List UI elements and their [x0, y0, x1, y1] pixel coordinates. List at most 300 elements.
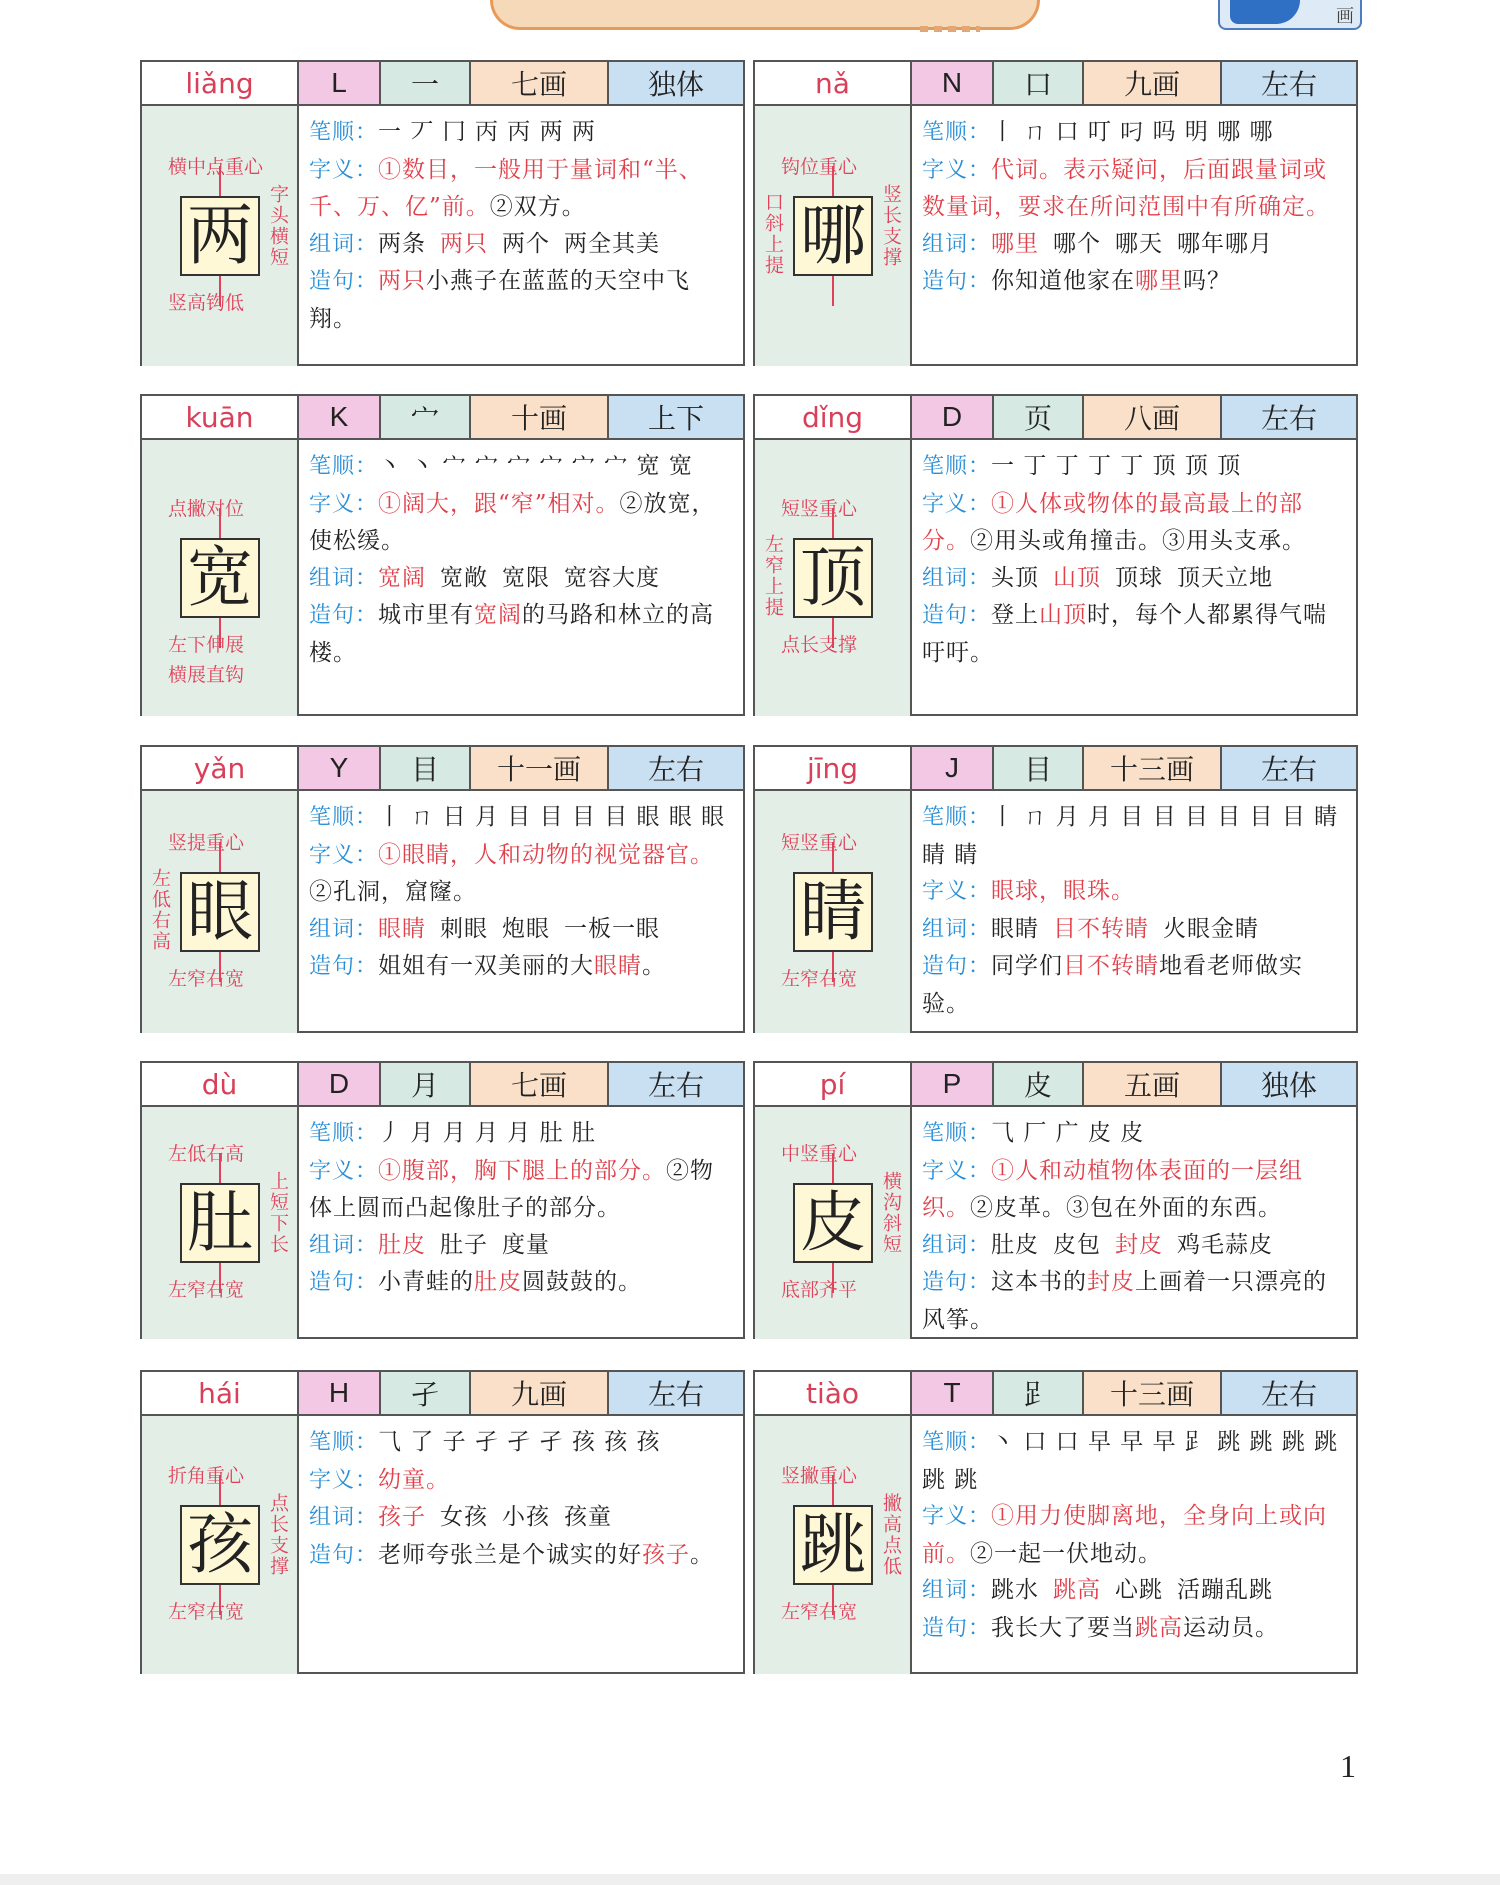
pinyin-cell: nǎ [755, 62, 912, 104]
word-example: 女孩 [440, 1504, 489, 1530]
word-examples [309, 226, 737, 264]
character-card [140, 1061, 745, 1339]
pinyin-cell: hái [142, 1372, 299, 1414]
stroke-order [309, 448, 737, 486]
example-sentence [309, 948, 737, 986]
definition-panel [912, 1416, 1356, 1674]
sentence-part: 时，每个人都累得气喘吁吁。 [922, 602, 1328, 666]
radical-cell: 𧾷 [994, 1372, 1084, 1414]
annotation-top: 左低右高 [168, 1143, 245, 1165]
sentence-part: 圆鼓鼓的。 [522, 1269, 643, 1295]
card-header [755, 1063, 1356, 1107]
radical-cell: 目 [381, 747, 471, 789]
sentence-part: 同学们 [991, 953, 1064, 979]
word-example: 眼睛 [378, 915, 427, 942]
example-sentence-label: 造句： [309, 1270, 379, 1295]
annotation-bottom: 左窄右宽 [781, 1601, 858, 1623]
word-example: 孩童 [564, 1504, 613, 1530]
meaning-label: 字义： [922, 1504, 992, 1529]
meaning-label: 字义： [309, 1467, 379, 1493]
example-sentence-label: 造句： [922, 954, 992, 979]
word-example: 肚子 [440, 1231, 489, 1258]
character-panel [755, 791, 912, 1033]
sentence-part: 哪里 [1135, 268, 1184, 294]
example-sentence [922, 1264, 1350, 1338]
stroke-order-sequence: 丨 ㄇ 口 叮 叼 吗 明 哪 哪 [991, 119, 1274, 145]
initial-letter-cell: K [299, 396, 381, 438]
sentence-part: 宽阔 [474, 602, 523, 628]
character-box: 两 [180, 196, 260, 276]
example-sentence [922, 597, 1350, 671]
word-example: 跳水 [991, 1577, 1040, 1603]
character-panel [142, 440, 299, 716]
radical-cell: 孑 [381, 1372, 471, 1414]
sentence-part: 目不转睛 [1063, 953, 1160, 979]
definition-panel [912, 1107, 1356, 1339]
word-example: 哪天 [1115, 230, 1164, 257]
annotation-right: 竖长支撑 [880, 184, 902, 268]
radical-cell: 口 [994, 62, 1084, 104]
word-example: 肚皮 [378, 1231, 427, 1258]
character-panel [142, 791, 299, 1033]
character-box: 跳 [793, 1505, 873, 1585]
character-card [140, 60, 745, 366]
word-example: 两条 [378, 230, 427, 257]
word-example: 跳高 [1053, 1577, 1102, 1603]
definition-panel [299, 1416, 743, 1674]
word-examples [309, 560, 737, 598]
meaning-label: 字义： [309, 842, 379, 868]
sentence-part: 。 [690, 1541, 715, 1568]
logo-blob [1230, 0, 1300, 24]
meaning-label: 字义： [309, 1158, 379, 1184]
annotation-right: 横沟斜短 [880, 1171, 902, 1255]
word-examples-label: 组词： [309, 565, 379, 591]
meaning-secondary: ②皮革。③包在外面的东西。 [970, 1195, 1282, 1221]
sentence-part: 姐姐有一双美丽的大 [378, 953, 595, 979]
stroke-count-cell: 七画 [471, 62, 609, 104]
card-header [142, 396, 743, 440]
structure-cell: 左右 [609, 1372, 743, 1414]
stroke-order-label: 笔顺： [922, 805, 992, 830]
meaning [309, 1462, 737, 1500]
meaning-primary: 眼球，眼珠。 [991, 878, 1136, 904]
sentence-part: 跳高 [1135, 1614, 1184, 1641]
sentence-part: 地看老师做实验。 [922, 953, 1304, 1017]
stroke-count-cell: 十画 [471, 396, 609, 438]
structure-cell: 独体 [609, 62, 743, 104]
example-sentence-label: 造句： [922, 1615, 992, 1641]
word-examples-label: 组词： [922, 565, 992, 591]
card-header [755, 62, 1356, 106]
meaning [922, 1498, 1350, 1572]
word-examples [922, 226, 1350, 264]
meaning-primary: ①眼睛，人和动物的视觉器官。 [378, 841, 715, 868]
character-box: 孩 [180, 1505, 260, 1585]
stroke-count-cell: 十三画 [1084, 1372, 1222, 1414]
meaning-secondary: ②一起一伏地动。 [970, 1540, 1162, 1567]
banner-dots [920, 26, 980, 32]
meaning [922, 152, 1350, 226]
annotation-bottom: 点长支撑 [781, 634, 858, 656]
character-panel [755, 440, 912, 716]
stroke-order-sequence: ⺄ 厂 广 皮 皮 [991, 1120, 1145, 1146]
word-example: 肚皮 [991, 1231, 1040, 1258]
sentence-part: 两只 [378, 268, 427, 294]
character-box: 哪 [793, 196, 873, 276]
card-header [755, 747, 1356, 791]
annotation-bottom: 左窄右宽 [168, 1601, 245, 1623]
annotation-right: 上短下长 [267, 1171, 289, 1255]
character-card [140, 394, 745, 716]
stroke-order-label: 笔顺： [922, 454, 992, 479]
annotation-right: 撇高点低 [880, 1493, 902, 1577]
word-example: 山顶 [1053, 564, 1102, 591]
stroke-count-cell: 八画 [1084, 396, 1222, 438]
card-header [142, 62, 743, 106]
stroke-order-label: 笔顺： [309, 1430, 379, 1455]
character-card [753, 745, 1358, 1033]
initial-letter-cell: N [912, 62, 994, 104]
example-sentence [922, 1610, 1350, 1648]
stroke-order-sequence: 一 丆 冂 丙 丙 两 两 [378, 119, 596, 145]
word-example: 顶天立地 [1177, 564, 1274, 591]
word-example: 头顶 [991, 564, 1040, 591]
example-sentence [309, 1264, 737, 1302]
meaning-primary: ①用力使脚离地，全身向上或向前。 [922, 1503, 1328, 1567]
stroke-order-sequence: 丿 月 月 月 月 肚 肚 [378, 1120, 596, 1146]
stroke-order-sequence: 丶 丶 宀 宀 宀 宀 宀 宀 宽 宽 [378, 453, 693, 479]
card-header [755, 1372, 1356, 1416]
card-body [755, 791, 1356, 1033]
stroke-order-sequence: 丶 口 口 早 早 早 𧾷 跳 跳 跳 跳 跳 跳 [922, 1429, 1339, 1493]
sentence-part: 你知道他家在 [991, 268, 1136, 294]
example-sentence [922, 948, 1350, 1022]
character-card [753, 394, 1358, 716]
stroke-order [309, 1115, 737, 1153]
word-example: 顶球 [1115, 564, 1164, 591]
sentence-part: 上画着一只漂亮的风筝。 [922, 1269, 1328, 1333]
radical-cell: 目 [994, 747, 1084, 789]
card-body [755, 1107, 1356, 1339]
meaning-secondary: ②物体上圆而凸起像肚子的部分。 [309, 1157, 715, 1221]
sentence-part: 小青蛙的 [378, 1269, 475, 1295]
stroke-order-label: 笔顺： [309, 120, 379, 145]
annotation-left: 口斜上提 [762, 192, 784, 276]
sentence-part: 登上 [991, 602, 1040, 628]
definition-panel [912, 440, 1356, 716]
sentence-part: 老师夸张兰是个诚实的好 [378, 1541, 643, 1568]
stroke-order-sequence: 丨 ㄇ 月 月 目 目 目 目 目 目 睛 睛 睛 [922, 804, 1339, 868]
character-panel [142, 106, 299, 366]
meaning [922, 873, 1350, 911]
word-examples [922, 911, 1350, 949]
stroke-order [922, 799, 1350, 873]
character-panel [142, 1416, 299, 1674]
meaning-label: 字义： [309, 491, 379, 517]
character-card [140, 1370, 745, 1674]
word-example: 小孩 [502, 1504, 551, 1530]
word-examples-label: 组词： [309, 1505, 379, 1530]
stroke-order-sequence: 丨 ㄇ 日 月 目 目 目 目 眼 眼 眼 [378, 804, 726, 830]
word-examples [922, 1227, 1350, 1265]
character-box: 眼 [180, 872, 260, 952]
stroke-order-sequence: 一 丁 丁 丁 丁 顶 顶 顶 [991, 453, 1242, 479]
sentence-part: 我长大了要当 [991, 1614, 1136, 1641]
pinyin-cell: kuān [142, 396, 299, 438]
radical-cell: 宀 [381, 396, 471, 438]
word-example: 目不转睛 [1053, 915, 1150, 942]
stroke-order [922, 114, 1350, 152]
stroke-order [922, 448, 1350, 486]
annotation-top: 折角重心 [168, 1465, 245, 1487]
annotation-bottom: 左窄右宽 [168, 968, 245, 990]
word-example: 心跳 [1115, 1577, 1164, 1603]
word-examples [309, 1227, 737, 1265]
example-sentence-label: 造句： [922, 1270, 992, 1295]
example-sentence-label: 造句： [309, 269, 379, 294]
word-example: 两只 [440, 230, 489, 257]
word-examples-label: 组词： [309, 916, 379, 942]
meaning-secondary: ②双方。 [489, 194, 586, 220]
meaning-label: 字义： [922, 879, 992, 904]
pinyin-cell: jīng [755, 747, 912, 789]
initial-letter-cell: T [912, 1372, 994, 1414]
stroke-count-cell: 十一画 [471, 747, 609, 789]
example-sentence-label: 造句： [922, 269, 992, 294]
definition-panel [299, 1107, 743, 1339]
meaning-primary: 幼童。 [378, 1466, 451, 1493]
meaning-primary: ①腹部，胸下腿上的部分。 [378, 1157, 667, 1184]
meaning [309, 152, 737, 226]
sentence-part: 小燕子在蓝蓝的天空中飞翔。 [309, 268, 691, 332]
word-examples-label: 组词： [922, 1578, 992, 1603]
sentence-part: 运动员。 [1183, 1614, 1280, 1641]
meaning [309, 1153, 737, 1227]
initial-letter-cell: D [299, 1063, 381, 1105]
word-example: 两个 [502, 230, 551, 257]
card-body [142, 1107, 743, 1339]
annotation-top: 横中点重心 [168, 156, 264, 178]
meaning-primary: ①人体或物体的最高最上的部分。 [922, 490, 1304, 554]
sentence-part: 封皮 [1087, 1269, 1136, 1295]
character-card [753, 1061, 1358, 1339]
definition-panel [912, 791, 1356, 1033]
stroke-order [309, 114, 737, 152]
word-examples-label: 组词： [922, 1232, 992, 1258]
radical-cell: 一 [381, 62, 471, 104]
card-body [142, 106, 743, 366]
word-example: 孩子 [378, 1504, 427, 1530]
annotation-bottom: 左窄右宽 [168, 1279, 245, 1301]
stroke-order-sequence: ⺄ 了 子 孑 孑 孑 孩 孩 孩 [378, 1429, 661, 1455]
word-example: 宽阔 [378, 564, 427, 591]
definition-panel [299, 106, 743, 366]
pinyin-cell: liǎng [142, 62, 299, 104]
sentence-part: 。 [642, 953, 667, 979]
character-box: 宽 [180, 538, 260, 618]
character-box: 皮 [793, 1183, 873, 1263]
initial-letter-cell: D [912, 396, 994, 438]
word-example: 刺眼 [440, 915, 489, 942]
word-example: 哪年哪月 [1177, 230, 1274, 257]
card-body [755, 106, 1356, 366]
meaning-primary: ①数目，一般用于量词和“半、千、万、亿”前。 [309, 156, 703, 220]
character-box: 睛 [793, 872, 873, 952]
stroke-order [922, 1115, 1350, 1153]
structure-cell: 左右 [1222, 1372, 1356, 1414]
character-panel [755, 1107, 912, 1339]
meaning-label: 字义： [922, 157, 992, 183]
stroke-count-cell: 九画 [1084, 62, 1222, 104]
word-examples-label: 组词： [922, 231, 992, 257]
word-example: 度量 [502, 1231, 551, 1258]
example-sentence [922, 263, 1350, 301]
meaning-label: 字义： [922, 1158, 992, 1184]
word-example: 一板一眼 [564, 915, 661, 942]
word-example: 宽限 [502, 564, 551, 591]
corner-logo [1218, 0, 1362, 30]
sentence-part: 眼睛 [594, 953, 643, 979]
sentence-part: 孩子 [642, 1541, 691, 1568]
stroke-order [309, 1424, 737, 1462]
word-example: 哪里 [991, 230, 1040, 257]
pinyin-cell: pí [755, 1063, 912, 1105]
annotation-right: 点长支撑 [267, 1493, 289, 1577]
structure-cell: 左右 [1222, 62, 1356, 104]
structure-cell: 左右 [609, 1063, 743, 1105]
example-sentence-label: 造句： [922, 603, 992, 628]
meaning [922, 486, 1350, 560]
stroke-order-label: 笔顺： [922, 1121, 992, 1146]
word-examples-label: 组词： [309, 231, 379, 257]
word-example: 两全其美 [564, 230, 661, 257]
definition-panel [299, 440, 743, 716]
sentence-part: 城市里有 [378, 602, 475, 628]
character-box: 顶 [793, 538, 873, 618]
initial-letter-cell: L [299, 62, 381, 104]
meaning [309, 486, 737, 560]
structure-cell: 上下 [609, 396, 743, 438]
example-sentence [309, 1537, 737, 1575]
meaning-primary: 代词。表示疑问，后面跟量词或数量词，要求在所问范围中有所确定。 [922, 156, 1330, 220]
stroke-order-label: 笔顺： [309, 805, 379, 830]
meaning-label: 字义： [309, 157, 379, 183]
word-example: 火眼金睛 [1163, 915, 1260, 942]
card-body [142, 1416, 743, 1674]
character-card [140, 745, 745, 1033]
pinyin-cell: dù [142, 1063, 299, 1105]
character-panel [755, 1416, 912, 1674]
radical-cell: 月 [381, 1063, 471, 1105]
card-body [755, 440, 1356, 716]
word-example: 活蹦乱跳 [1177, 1577, 1274, 1603]
example-sentence-label: 造句： [309, 603, 379, 628]
initial-letter-cell: P [912, 1063, 994, 1105]
annotation-top: 竖撇重心 [781, 1465, 858, 1487]
card-header [142, 1063, 743, 1107]
structure-cell: 左右 [1222, 747, 1356, 789]
structure-cell: 左右 [1222, 396, 1356, 438]
pinyin-cell: tiào [755, 1372, 912, 1414]
stroke-order-label: 笔顺： [922, 1430, 992, 1455]
meaning-label: 字义： [922, 491, 992, 517]
character-card [753, 60, 1358, 366]
sentence-part: 山顶 [1039, 602, 1088, 628]
meaning-secondary: ②用头或角撞击。③用头支承。 [970, 528, 1306, 554]
stroke-order-label: 笔顺： [922, 120, 992, 145]
example-sentence [309, 263, 737, 337]
annotation-top: 竖提重心 [168, 832, 245, 854]
word-examples [309, 911, 737, 949]
stroke-order [309, 799, 737, 837]
annotation-top: 短竖重心 [781, 498, 858, 520]
card-header [142, 1372, 743, 1416]
structure-cell: 独体 [1222, 1063, 1356, 1105]
example-sentence [309, 597, 737, 671]
annotation-top: 中竖重心 [781, 1143, 858, 1165]
card-header [755, 396, 1356, 440]
word-example: 封皮 [1115, 1231, 1164, 1258]
annotation-left: 左低右高 [149, 868, 171, 952]
stroke-count-cell: 七画 [471, 1063, 609, 1105]
bottom-bar [0, 1874, 1500, 1885]
definition-panel [299, 791, 743, 1033]
word-examples [922, 1572, 1350, 1610]
annotation-bottom: 左窄右宽 [781, 968, 858, 990]
character-box: 肚 [180, 1183, 260, 1263]
character-panel [142, 1107, 299, 1339]
card-header [142, 747, 743, 791]
meaning-primary: ①人和动植物体表面的一层组织。 [922, 1157, 1304, 1221]
word-examples-label: 组词： [309, 1232, 379, 1258]
character-card [753, 1370, 1358, 1674]
word-example: 鸡毛蒜皮 [1177, 1231, 1274, 1258]
card-body [142, 791, 743, 1033]
word-example: 哪个 [1053, 230, 1102, 257]
annotation-top: 短竖重心 [781, 832, 858, 854]
definition-panel [912, 106, 1356, 366]
meaning-primary: ①阔大，跟“窄”相对。 [378, 490, 620, 517]
word-examples [922, 560, 1350, 598]
initial-letter-cell: Y [299, 747, 381, 789]
structure-cell: 左右 [609, 747, 743, 789]
character-panel [755, 106, 912, 366]
meaning [922, 1153, 1350, 1227]
stroke-count-cell: 五画 [1084, 1063, 1222, 1105]
stroke-order-label: 笔顺： [309, 454, 379, 479]
meaning [309, 837, 737, 911]
annotation-top: 点撇对位 [168, 498, 245, 520]
stroke-order [922, 1424, 1350, 1498]
word-example: 宽敞 [440, 564, 489, 591]
annotation-bottom: 底部齐平 [781, 1279, 858, 1301]
stroke-count-cell: 十三画 [1084, 747, 1222, 789]
radical-cell: 页 [994, 396, 1084, 438]
example-sentence-label: 造句： [309, 1542, 379, 1568]
radical-cell: 皮 [994, 1063, 1084, 1105]
page-number: 1 [1340, 1748, 1356, 1784]
word-example: 宽容大度 [564, 564, 661, 591]
word-example: 眼睛 [991, 915, 1040, 942]
word-examples-label: 组词： [922, 916, 992, 942]
annotation-bottom: 竖高钩低 [168, 292, 245, 314]
meaning-secondary: ②孔洞，窟窿。 [309, 879, 477, 905]
stroke-count-cell: 九画 [471, 1372, 609, 1414]
word-examples [309, 1499, 737, 1537]
annotation-bottom: 左下伸展 横展直钩 [168, 634, 245, 686]
pinyin-cell: dǐng [755, 396, 912, 438]
